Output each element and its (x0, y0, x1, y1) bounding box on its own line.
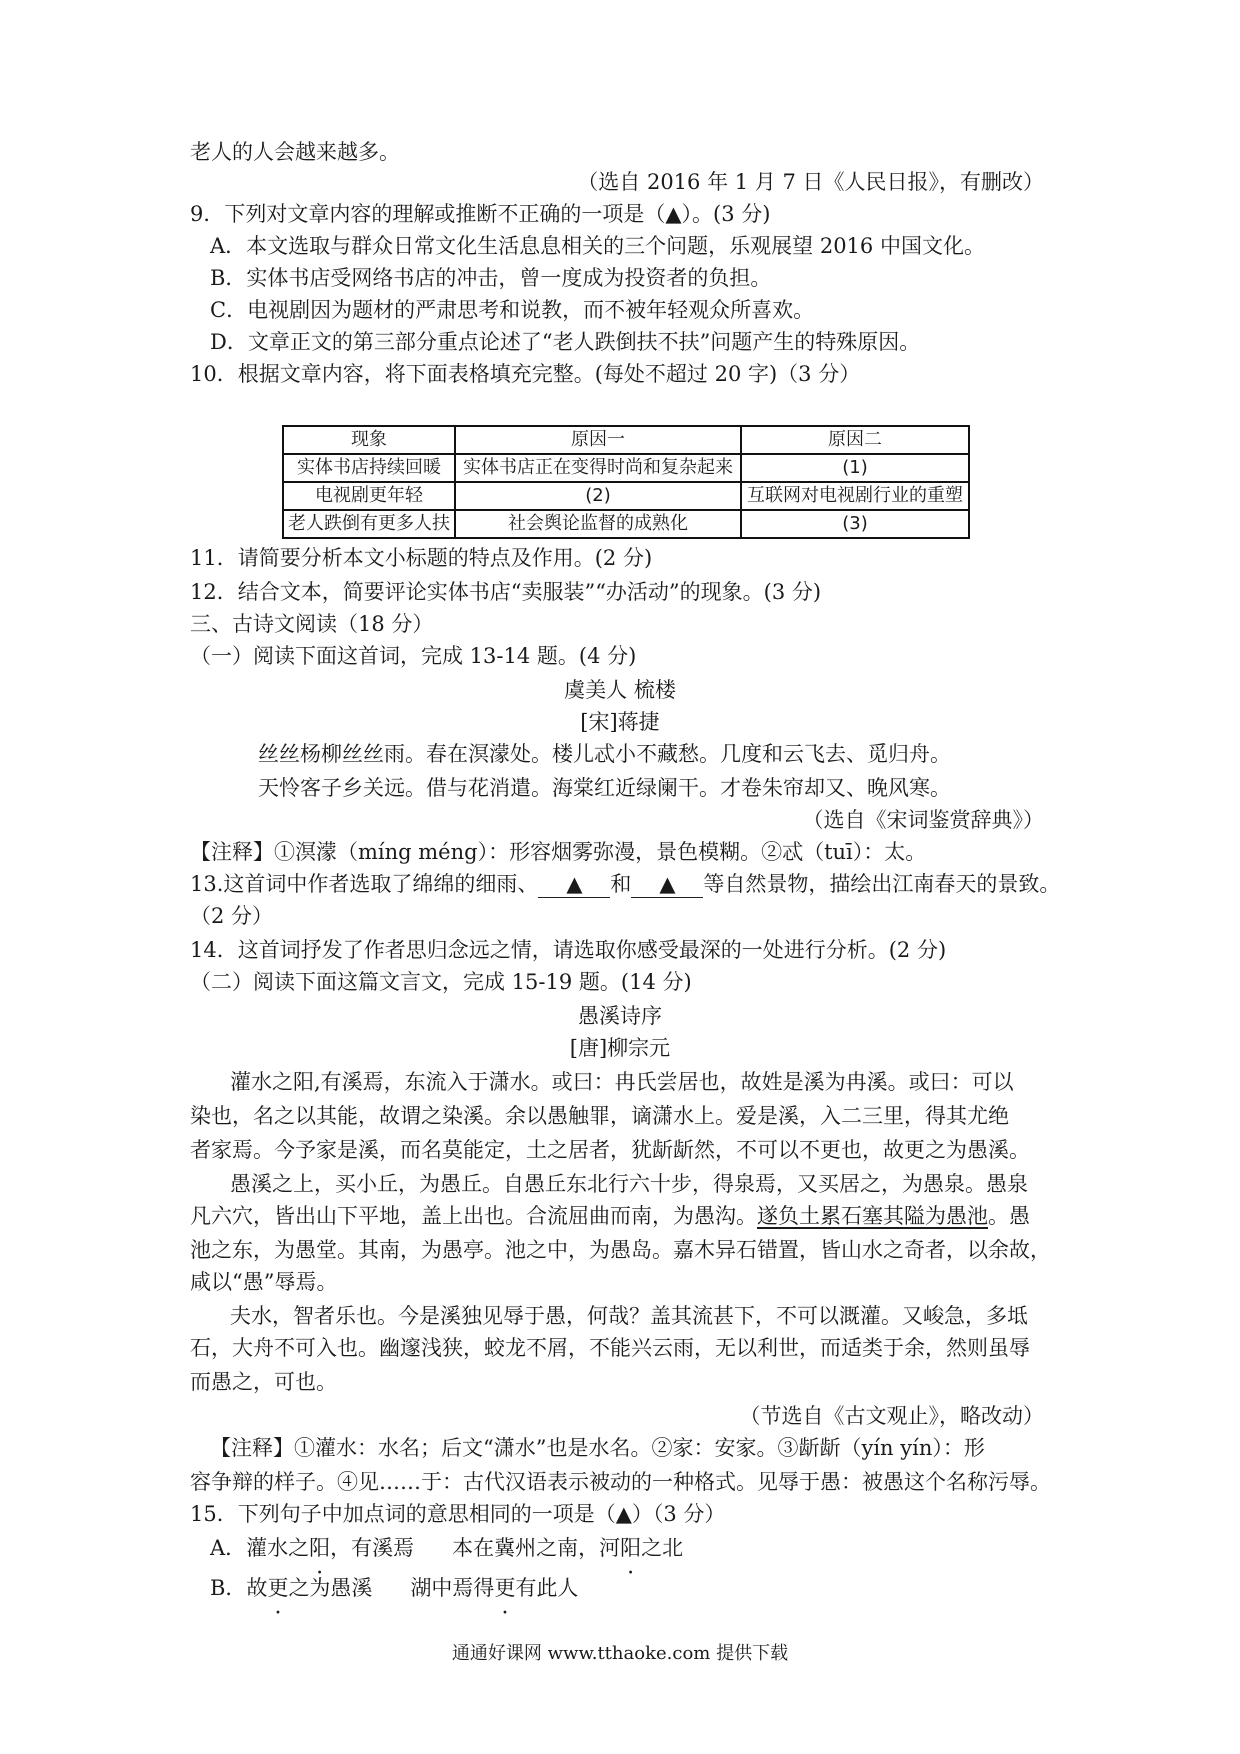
table-row (283, 454, 969, 482)
section-3-heading: 三、古诗文阅读（18 分） (190, 612, 434, 636)
table-header-row (283, 426, 969, 454)
table-row (283, 482, 969, 510)
dotted-word: 更 (494, 1576, 516, 1600)
dotted-word: 阳 (620, 1536, 642, 1560)
prose-line: 愚溪之上，买小丘，为愚丘。自愚丘东北行六十步，得泉焉，又买居之，为愚泉。愚泉 (230, 1172, 1028, 1196)
prose-note: 容争辩的样子。④见……于：古代汉语表示被动的一种格式。见辱于愚：被愚这个名称污辱。 (190, 1470, 1051, 1494)
answer-blank: ▲ (631, 871, 703, 898)
question-15: 15．下列句子中加点词的意思相同的一项是（▲）（3 分） (190, 1502, 726, 1526)
poem-line-2: 天怜客子乡关远。借与花消遣。海棠红近绿阑干。才卷朱帘却又、晚风寒。 (258, 776, 951, 800)
prose-line: 夫水，智者乐也。今是溪独见辱于愚，何哉？盖其流甚下，不可以溉灌。又峻急，多坻 (230, 1304, 1028, 1328)
subsection-2-heading: （二）阅读下面这篇文言文，完成 15-19 题。(14 分) (190, 970, 692, 994)
table-cell: (3) (741, 510, 969, 538)
option-text: 湖中焉得 (410, 1576, 495, 1600)
option-text: A．灌水之 (210, 1536, 310, 1560)
prose-source: （节选自《古文观止》，略改动） (739, 1404, 1044, 1428)
underlined-sentence: 遂负土累石塞其隘为愚池 (757, 1204, 988, 1228)
q9-option-c: C．电视剧因为题材的严肃思考和说教，而不被年轻观众所喜欢。 (210, 298, 815, 322)
option-text: 本在冀州之南，河 (452, 1536, 621, 1560)
subsection-1-heading: （一）阅读下面这首词，完成 13-14 题。(4 分) (190, 644, 637, 668)
poem-author: [宋]蒋捷 (580, 710, 660, 734)
prose-title: 愚溪诗序 (578, 1004, 662, 1028)
table-cell: (2) (455, 482, 741, 510)
table-cell: 实体书店持续回暖 (283, 454, 455, 482)
prose-line: 者家焉。今予家是溪，而名莫能定，土之居者，犹龂龂然，不可以不更也，故更之为愚溪。 (190, 1138, 1030, 1162)
poem-source: （选自《宋词鉴赏辞典》） (802, 808, 1044, 832)
question-13 (190, 868, 1060, 900)
q13-text-mid: 和 (610, 872, 632, 896)
dotted-word: 更 (267, 1576, 289, 1600)
option-text: ，有溪焉 (330, 1536, 415, 1560)
table-header: 原因一 (455, 426, 741, 454)
q9-option-a: A．本文选取与群众日常文化生活息息相关的三个问题，乐观展望 2016 中国文化。 (210, 234, 985, 258)
prose-line: 而愚之，可也。 (190, 1370, 337, 1394)
q9-option-b: B．实体书店受网络书店的冲击，曾一度成为投资者的负担。 (210, 266, 772, 290)
page-footer: 通通好课网 www.tthaoke.com 提供下载 (451, 1643, 789, 1664)
paragraph-end: 老人的人会越来越多。 (190, 140, 400, 164)
question-14: 14．这首词抒发了作者思归念远之情，请选取你感受最深的一处进行分析。(2 分) (190, 938, 947, 962)
table-cell: 电视剧更年轻 (283, 482, 455, 510)
source-citation: （选自 2016 年 1 月 7 日《人民日报》，有删改） (577, 170, 1044, 194)
prose-line: 灌水之阳,有溪焉，东流入于潇水。或曰：冉氏尝居也，故姓是溪为冉溪。或曰：可以 (230, 1070, 1014, 1094)
prose-line: 咸以“愚”辱焉。 (190, 1270, 338, 1294)
table-cell: 社会舆论监督的成熟化 (455, 510, 741, 538)
option-text: 有此人 (515, 1576, 579, 1600)
option-text: B．故 (210, 1576, 268, 1600)
q13-score: （2 分） (190, 904, 274, 928)
prose-line: 染也，名之以其能，故谓之染溪。余以愚触罪，谪潇水上。爱是溪，入二三里，得其尤绝 (190, 1104, 1009, 1128)
answer-blank: ▲ (538, 871, 610, 898)
prose-line (190, 1200, 1030, 1232)
poem-title: 虞美人 梳楼 (564, 678, 676, 702)
question-12: 12．结合文本，简要评论实体书店“卖服装”“办活动”的现象。(3 分) (190, 580, 822, 604)
table-header: 原因二 (741, 426, 969, 454)
prose-line: 池之东，为愚堂。其南，为愚亭。池之中，为愚岛。嘉木异石错置，皆山水之奇者，以余故， (190, 1238, 1051, 1262)
q9-option-d: D．文章正文的第三部分重点论述了“老人跌倒扶不扶”问题产生的特殊原因。 (210, 330, 921, 354)
table-cell: 老人跌倒有更多人扶 (283, 510, 455, 538)
question-11: 11．请简要分析本文小标题的特点及作用。(2 分) (190, 546, 653, 570)
question-10-table (282, 425, 970, 539)
prose-text: 凡六穴，皆出山下平地，盖上出也。合流屈曲而南，为愚沟。 (190, 1204, 757, 1228)
option-text: 之为愚溪 (288, 1576, 373, 1600)
table-header: 现象 (283, 426, 455, 454)
q15-option-b (210, 1572, 578, 1604)
dotted-word: 阳 (309, 1536, 331, 1560)
prose-text: 。愚 (988, 1204, 1030, 1228)
prose-line: 石，大舟不可入也。幽邃浅狭，蛟龙不屑，不能兴云雨，无以利世，而适类于余，然则虽辱 (190, 1336, 1030, 1360)
option-text: 之北 (641, 1536, 684, 1560)
question-10: 10．根据文章内容，将下面表格填充完整。(每处不超过 20 字)（3 分） (190, 362, 861, 386)
poem-note: 【注释】①溟濛（míng méng）：形容烟雾弥漫，景色模糊。②忒（tuī）：太。 (190, 840, 927, 864)
table-cell: (1) (741, 454, 969, 482)
table-cell: 互联网对电视剧行业的重塑 (741, 482, 969, 510)
prose-author: [唐]柳宗元 (569, 1036, 671, 1060)
q13-text-end: 等自然景物，描绘出江南春天的景致。 (703, 872, 1061, 896)
question-9: 9．下列对文章内容的理解或推断不正确的一项是（▲）。(3 分) (190, 202, 771, 226)
poem-line-1: 丝丝杨柳丝丝雨。春在溟濛处。楼儿忒小不藏愁。几度和云飞去、觅归舟。 (258, 742, 951, 766)
table-cell: 实体书店正在变得时尚和复杂起来 (455, 454, 741, 482)
table-row (283, 510, 969, 538)
prose-note: 【注释】①灌水：水名；后文“潇水”也是水名。②家：安家。③龂龂（yín yín）：形 (210, 1436, 985, 1460)
q15-option-a (210, 1532, 683, 1564)
q13-text-start: 13.这首词中作者选取了绵绵的细雨、 (190, 872, 539, 896)
